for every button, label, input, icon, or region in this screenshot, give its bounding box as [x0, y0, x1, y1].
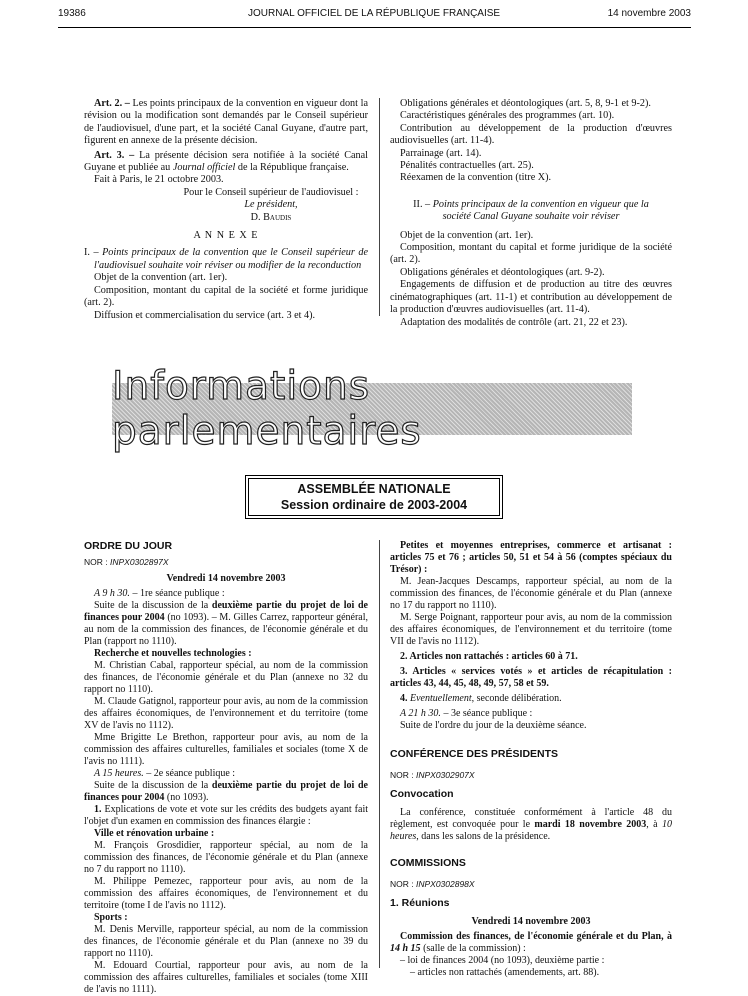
column-divider [379, 98, 380, 316]
header-date: 14 novembre 2003 [607, 8, 691, 19]
rapporteur-entry: M. Serge Poignant, rapporteur pour avis, au nom de la commission des affaires économiques, de l'environnement et du territoire (tome VII de l'avis no 1112). [390, 612, 672, 647]
pme-heading: Petites et moyennes entreprises, commerce et artisanat : articles 75 et 76 ; articles 50, 51 et 54 à 56 (comptes spéciaux du Trésor) : [390, 540, 672, 575]
informations-parlementaires-banner [112, 364, 632, 454]
commission-day: Vendredi 14 novembre 2003 [471, 916, 591, 927]
list-item: Caractéristiques générales des programmes (art. 10). [400, 110, 615, 122]
top-right-column [390, 98, 672, 329]
list-item: Contribution au développement de la production d'œuvres audiovisuelles (art. 11-4). [390, 122, 672, 147]
assemblee-nationale-box [248, 478, 500, 516]
seance-2: A 15 heures. – 2e séance publique : [94, 768, 236, 779]
convocation-heading: Convocation [390, 788, 454, 800]
list-item: Objet de la convention (art. 1er). [400, 229, 534, 241]
session-title: Session ordinaire de 2003-2004 [280, 498, 468, 512]
section-2-title: II. – Points principaux de la convention en vigueur que la société Canal Guyane souhaite voir réviser [413, 198, 649, 223]
services-votes: 3. Articles « services votés » et articles de récapitulation : articles 43, 44, 45, 48, 49, 57, 58 et 59. [390, 666, 672, 689]
ordre-du-jour-title: ORDRE DU JOUR [84, 540, 173, 552]
page-number: 19386 [58, 8, 86, 19]
conference-title: CONFÉRENCE DES PRÉSIDENTS [390, 748, 559, 760]
articles-non-rattaches: 2. Articles non rattachés : articles 60 à 71. [400, 651, 578, 662]
annexe-heading: A N N E X E [193, 230, 259, 242]
signature: D. Baudis [250, 211, 292, 223]
list-item: Parrainage (art. 14). [400, 147, 482, 159]
list-item: Objet de la convention (art. 1er). [94, 272, 228, 284]
recherche-heading: Recherche et nouvelles technologies : [94, 648, 252, 659]
explications-vote: 1. Explications de vote et vote sur les crédits des budgets ayant fait l'objet d'un examen en commission des finances élargie : [84, 804, 368, 827]
journal-title: JOURNAL OFFICIEL DE LA RÉPUBLIQUE FRANÇAISE [248, 8, 501, 19]
seance-3-suite: Suite de l'ordre du jour de la deuxième séance. [400, 720, 587, 731]
list-item: Pénalités contractuelles (art. 25). [400, 160, 534, 172]
list-item: Adaptation des modalités de contrôle (art. 21, 22 et 23). [400, 316, 628, 328]
commission-finances: Commission des finances, de l'économie générale et du Plan, à 14 h 15 (salle de la commission) : [390, 931, 672, 954]
header-rule [58, 27, 691, 28]
commissions-title: COMMISSIONS [390, 857, 466, 869]
pour-le-conseil: Pour le Conseil supérieur de l'audiovisuel : [183, 186, 359, 198]
rapporteur-entry: M. François Grosdidier, rapporteur spécial, au nom de la commission des finances, de l'économie générale et du Plan (annexe no 7 du rapport no 1110). [84, 840, 368, 875]
ville-heading: Ville et rénovation urbaine : [94, 828, 215, 839]
seance-3: A 21 h 30. – 3e séance publique : [400, 708, 533, 719]
article-2: Art. 2. – Les points principaux de la convention en vigueur dont la révision ou la modification sont demandés par le Conseil supérieur de l'audiovisuel, d'une part, et la société Canal Guyane, d'autre part, figurent en annexe de la présente décision. [84, 98, 368, 147]
list-item: Obligations générales et déontologiques (art. 9-2). [400, 266, 605, 278]
rapporteur-entry: M. Christian Cabal, rapporteur spécial, au nom de la commission des finances, de l'économie générale et du Plan (annexe no 32 du rapport no 1110). [84, 660, 368, 695]
rapporteur-entry: M. Claude Gatignol, rapporteur pour avis, au nom de la commission des affaires économiques, de l'environnement et du territoire (tome XV de l'avis no 1112). [84, 696, 368, 731]
bottom-right-column [390, 540, 672, 979]
article-3: Art. 3. – La présente décision sera notifiée à la société Canal Guyane et publiée au Journal officiel de la République française. [84, 149, 368, 174]
list-item: Diffusion et commercialisation du service (art. 3 et 4). [94, 309, 316, 321]
list-item: Réexamen de la convention (titre X). [400, 172, 552, 184]
rapporteur-entry: M. Philippe Pemezec, rapporteur pour avis, au nom de la commission des affaires économiques, de l'environnement et du territoire (tome I de l'avis no 1112). [84, 876, 368, 911]
list-item: Obligations générales et déontologiques (art. 5, 8, 9-1 et 9-2). [400, 98, 651, 109]
day-heading: Vendredi 14 novembre 2003 [166, 573, 286, 584]
nor-reference: NOR : INPX0302897X [84, 557, 169, 567]
list-item: Engagements de diffusion et de production au titre des œuvres cinématographiques (art. 11-1) et contribution au développement de la production d'œuvres audiovisuelles (art. 11-4). [390, 279, 672, 316]
seconde-deliberation: 4. Eventuellement, seconde délibération. [400, 693, 562, 704]
rapporteur-entry: M. Jean-Jacques Descamps, rapporteur spécial, au nom de la commission des finances, de l'économie générale et du Plan (annexe no 17 du rapport no 1110). [390, 576, 672, 611]
assembly-title: ASSEMBLÉE NATIONALE [297, 482, 451, 496]
fait-a-paris: Fait à Paris, le 21 octobre 2003. [94, 174, 224, 186]
list-item: Composition, montant du capital de la société et forme juridique (art. 2). [84, 284, 368, 309]
section-1-title: I. – Points principaux de la convention que le Conseil supérieur de l'audiovisuel souhaite voir réviser ou modifier de la reconduction [84, 247, 368, 271]
top-left-column [84, 98, 368, 322]
list-item: Composition, montant du capital et forme juridique de la société (art. 2). [390, 242, 672, 266]
sports-heading: Sports : [94, 912, 128, 923]
nor-reference: NOR : INPX0302898X [390, 879, 475, 889]
column-divider [379, 540, 380, 968]
seance-2-suite: Suite de la discussion de la deuxième partie du projet de loi de finances pour 2004 (no 1093). [84, 780, 368, 803]
president-title: Le président, [244, 199, 298, 211]
list-item: – articles non rattachés (amendements, art. 88). [410, 967, 600, 978]
rapporteur-entry: M. Denis Merville, rapporteur spécial, au nom de la commission des finances, de l'économie générale et du Plan (annexe no 39 du rapport no 1110). [84, 924, 368, 959]
bottom-left-column [84, 540, 368, 996]
seance-1-suite: Suite de la discussion de la deuxième partie du projet de loi de finances pour 2004 (no 1093). – M. Gilles Carrez, rapporteur général, au nom de la commission des finances, de l'économie générale et du Plan (rapport no 1110). [84, 600, 368, 647]
nor-reference: NOR : INPX0302907X [390, 770, 475, 780]
banner-title: Informations parlementaires [112, 364, 422, 454]
rapporteur-entry: M. Edouard Courtial, rapporteur pour avis, au nom de la commission des affaires culturelles, familiales et sociales (tome XIII de l'avis no 1111). [84, 960, 368, 995]
list-item: – loi de finances 2004 (no 1093), deuxième partie : [400, 955, 605, 966]
reunions-heading: 1. Réunions [390, 897, 450, 909]
seance-1: A 9 h 30. – 1re séance publique : [94, 588, 225, 599]
rapporteur-entry: Mme Brigitte Le Brethon, rapporteur pour avis, au nom de la commission des affaires culturelles, familiales et sociales (tome X de l'avis no 1111). [84, 732, 368, 767]
convocation-text: La conférence, constituée conformément à l'article 48 du règlement, est convoquée pour le mardi 18 novembre 2003, à 10 heures, dans les salons de la présidence. [390, 807, 672, 842]
